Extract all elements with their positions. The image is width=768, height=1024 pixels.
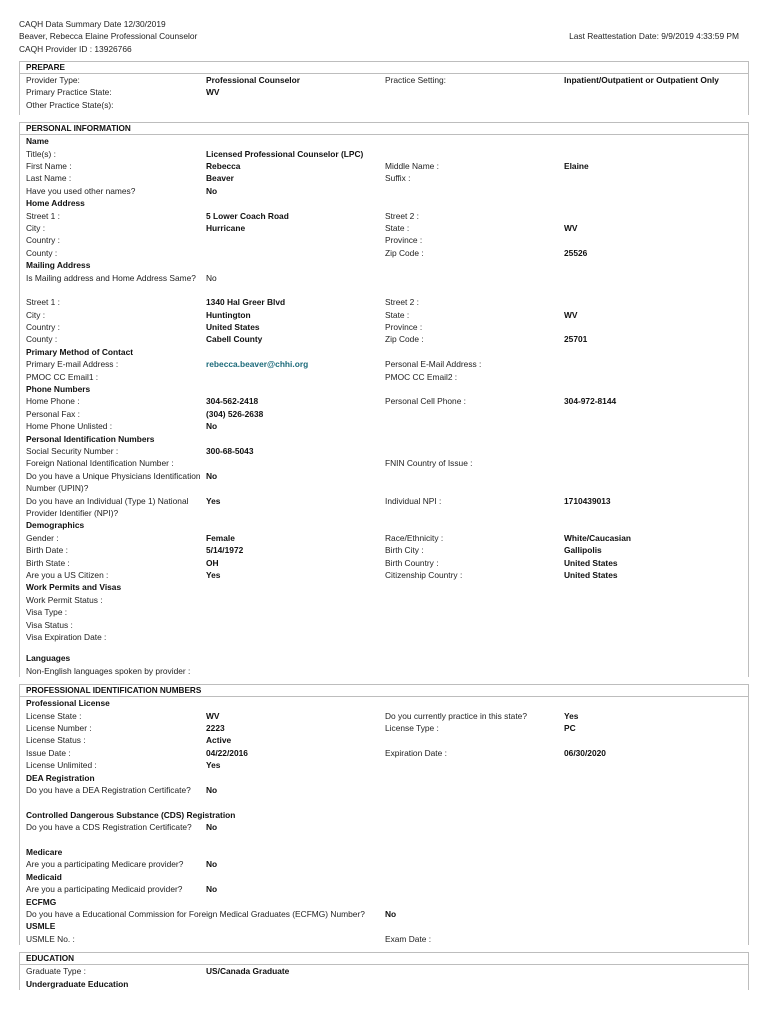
field-row bbox=[20, 594, 748, 606]
subsection-heading: Home Address bbox=[26, 198, 85, 209]
field-label: City : bbox=[26, 222, 46, 233]
field-value: Gallipolis bbox=[564, 545, 602, 556]
field-label: Zip Code : bbox=[385, 247, 424, 258]
subsection-heading: Professional License bbox=[26, 698, 110, 709]
field-value: No bbox=[206, 272, 217, 283]
field-value: No bbox=[385, 908, 397, 919]
field-value: 304-972-8144 bbox=[564, 396, 617, 407]
field-label: Middle Name : bbox=[385, 160, 439, 171]
field-row bbox=[20, 470, 748, 495]
field-value: No bbox=[206, 884, 218, 895]
subsection-heading: Medicaid bbox=[26, 871, 62, 882]
field-label: Race/Ethnicity : bbox=[385, 532, 444, 543]
field-label: Personal E-Mail Address : bbox=[385, 359, 482, 370]
summary-date: CAQH Data Summary Date 12/30/2019 bbox=[19, 19, 166, 29]
field-row bbox=[20, 172, 748, 184]
field-row bbox=[20, 160, 748, 172]
field-label: Country : bbox=[26, 235, 60, 246]
field-label: License Unlimited : bbox=[26, 760, 97, 771]
field-label: Province : bbox=[385, 322, 423, 333]
field-row bbox=[20, 606, 748, 618]
document-header bbox=[19, 18, 747, 58]
field-label: Birth State : bbox=[26, 557, 70, 568]
subsection-heading: Name bbox=[26, 136, 49, 147]
field-row bbox=[20, 234, 748, 246]
field-label: State : bbox=[385, 309, 410, 320]
field-value: WV bbox=[564, 222, 578, 233]
subsection-heading: Languages bbox=[26, 653, 71, 664]
field-row bbox=[20, 821, 748, 846]
field-label: Visa Type : bbox=[26, 607, 68, 618]
field-row bbox=[20, 544, 748, 556]
field-value: WV bbox=[206, 710, 220, 721]
field-row bbox=[20, 321, 748, 333]
field-row bbox=[20, 86, 748, 98]
field-label: Last Name : bbox=[26, 173, 72, 184]
field-label: Foreign National Identification Number : bbox=[26, 458, 174, 469]
field-label: Street 2 : bbox=[385, 210, 419, 221]
prepare-section bbox=[19, 61, 749, 115]
field-value: 25701 bbox=[564, 334, 588, 345]
subsection-heading: Phone Numbers bbox=[26, 384, 91, 395]
field-row bbox=[20, 734, 748, 746]
field-label: Title(s) : bbox=[26, 148, 56, 159]
field-label: Home Phone : bbox=[26, 396, 80, 407]
field-label: Are you a participating Medicare provider? bbox=[26, 859, 184, 870]
field-label: License Number : bbox=[26, 722, 92, 733]
field-label: License Type : bbox=[385, 722, 439, 733]
field-value: 25526 bbox=[564, 247, 588, 258]
section-title: PERSONAL INFORMATION bbox=[20, 123, 748, 135]
field-label: Graduate Type : bbox=[26, 966, 86, 977]
field-row bbox=[20, 247, 748, 259]
field-label: Are you a US Citizen : bbox=[26, 570, 109, 580]
field-row bbox=[20, 965, 748, 977]
field-row bbox=[20, 933, 748, 945]
field-label: Visa Status : bbox=[26, 619, 73, 630]
field-label: Do you have a DEA Registration Certificate? bbox=[26, 784, 191, 795]
primary-email-link[interactable]: rebecca.beaver@chhi.org bbox=[206, 359, 309, 370]
field-label: Personal Cell Phone : bbox=[385, 396, 467, 407]
field-label: USMLE No. : bbox=[26, 933, 75, 944]
field-value: Cabell County bbox=[206, 334, 263, 345]
subsection-heading: Work Permits and Visas bbox=[26, 582, 122, 593]
field-row bbox=[20, 371, 748, 383]
field-label: Practice Setting: bbox=[385, 75, 446, 85]
field-label: Individual NPI : bbox=[385, 495, 442, 506]
field-label: Primary E-mail Address : bbox=[26, 359, 119, 370]
field-value: WV bbox=[206, 87, 220, 98]
field-row bbox=[20, 210, 748, 222]
field-value: Inpatient/Outpatient or Outpatient Only bbox=[564, 75, 719, 85]
field-label: Non-English languages spoken by provider : bbox=[26, 665, 191, 676]
field-label: Primary Practice State: bbox=[26, 87, 112, 98]
field-label: Zip Code : bbox=[385, 334, 424, 345]
field-row bbox=[20, 759, 748, 771]
field-row bbox=[20, 784, 748, 809]
section-title: PREPARE bbox=[20, 62, 748, 74]
field-label: First Name : bbox=[26, 160, 72, 171]
field-value: No bbox=[206, 185, 218, 196]
field-value: No bbox=[206, 784, 218, 795]
field-row bbox=[20, 358, 748, 370]
field-label: Have you used other names? bbox=[26, 185, 136, 196]
field-label: Personal Fax : bbox=[26, 408, 80, 419]
field-label: County : bbox=[26, 334, 58, 345]
subsection-heading: Mailing Address bbox=[26, 260, 91, 271]
field-value: Yes bbox=[206, 495, 221, 506]
field-label: Are you a participating Medicaid provider? bbox=[26, 884, 183, 895]
field-value: Yes bbox=[206, 760, 221, 771]
field-value: United States bbox=[564, 570, 618, 580]
field-label: Issue Date : bbox=[26, 747, 71, 758]
field-label: Do you have a CDS Registration Certificate? bbox=[26, 822, 192, 833]
field-row bbox=[20, 74, 748, 86]
field-row bbox=[20, 883, 748, 895]
field-label: Birth Country : bbox=[385, 557, 439, 568]
field-label: State : bbox=[385, 222, 410, 233]
subsection-heading: Undergraduate Education bbox=[26, 978, 129, 989]
field-row bbox=[20, 665, 748, 677]
field-value: 304-562-2418 bbox=[206, 396, 259, 407]
field-value: Hurricane bbox=[206, 222, 246, 233]
field-label: Social Security Number : bbox=[26, 446, 119, 457]
field-label: Do you have an Individual (Type 1) National Provider Identifier (NPI)? bbox=[26, 495, 189, 519]
field-value: 5/14/1972 bbox=[206, 545, 244, 556]
field-label: Do you have a Educational Commission for Foreign Medical Graduates (ECFMG) Number? bbox=[26, 908, 365, 919]
field-label: Country : bbox=[26, 322, 60, 333]
field-label: County : bbox=[26, 247, 58, 258]
field-row bbox=[20, 272, 748, 297]
field-value: 2223 bbox=[206, 722, 225, 733]
field-value: Elaine bbox=[564, 160, 589, 171]
field-row bbox=[20, 148, 748, 160]
field-value: WV bbox=[564, 309, 578, 320]
field-value: Yes bbox=[564, 710, 579, 721]
field-value: 06/30/2020 bbox=[564, 747, 606, 758]
field-label: FNIN Country of Issue : bbox=[385, 458, 473, 469]
field-value: 300-68-5043 bbox=[206, 446, 254, 457]
section-title: EDUCATION bbox=[20, 953, 748, 965]
subsection-heading: DEA Registration bbox=[26, 772, 95, 783]
field-row bbox=[20, 296, 748, 308]
field-row bbox=[20, 99, 748, 111]
field-label: Exam Date : bbox=[385, 933, 432, 944]
field-value: 04/22/2016 bbox=[206, 747, 248, 758]
subsection-heading: Personal Identification Numbers bbox=[26, 433, 155, 444]
field-value: Professional Counselor bbox=[206, 75, 301, 85]
field-row bbox=[20, 631, 748, 643]
field-label: Street 1 : bbox=[26, 297, 60, 308]
field-label: Suffix : bbox=[385, 173, 411, 184]
field-label: Street 2 : bbox=[385, 297, 419, 308]
field-row bbox=[20, 532, 748, 544]
field-value: Female bbox=[206, 532, 235, 543]
professional-ids-section bbox=[19, 684, 749, 945]
field-row bbox=[20, 619, 748, 631]
field-row bbox=[20, 858, 748, 870]
field-label: Gender : bbox=[26, 532, 59, 543]
field-row bbox=[20, 747, 748, 759]
field-label: Work Permit Status : bbox=[26, 594, 103, 605]
field-value: OH bbox=[206, 557, 219, 568]
field-value: No bbox=[206, 421, 218, 432]
field-label: License State : bbox=[26, 710, 82, 721]
field-label: Do you have a Unique Physicians Identification Number (UPIN)? bbox=[26, 470, 201, 494]
field-label: Visa Expiration Date : bbox=[26, 631, 107, 642]
field-row bbox=[20, 333, 748, 345]
section-title: PROFESSIONAL IDENTIFICATION NUMBERS bbox=[20, 685, 748, 697]
field-label: Is Mailing address and Home Address Same? bbox=[26, 272, 196, 283]
field-row bbox=[20, 395, 748, 407]
subsection-heading: Demographics bbox=[26, 520, 85, 531]
provider-id: CAQH Provider ID : 13926766 bbox=[19, 43, 132, 54]
subsection-heading: Primary Method of Contact bbox=[26, 346, 134, 357]
field-value: 5 Lower Coach Road bbox=[206, 210, 289, 221]
field-value: Rebecca bbox=[206, 160, 241, 171]
subsection-heading: ECFMG bbox=[26, 896, 57, 907]
personal-information-section bbox=[19, 122, 749, 677]
provider-name-line: Beaver, Rebecca Elaine Professional Counselor bbox=[19, 31, 198, 42]
field-label: Birth City : bbox=[385, 545, 424, 556]
field-row bbox=[20, 710, 748, 722]
field-value: Yes bbox=[206, 570, 221, 580]
education-section bbox=[19, 952, 749, 990]
subsection-heading: USMLE bbox=[26, 921, 56, 932]
field-row bbox=[20, 222, 748, 234]
field-value: Beaver bbox=[206, 173, 234, 184]
field-label: Citizenship Country : bbox=[385, 570, 463, 580]
field-label: City : bbox=[26, 309, 46, 320]
field-value: 1340 Hal Greer Blvd bbox=[206, 297, 286, 308]
field-row bbox=[20, 309, 748, 321]
subsection-heading: Controlled Dangerous Substance (CDS) Registration bbox=[26, 809, 236, 820]
field-label: Do you currently practice in this state? bbox=[385, 710, 527, 721]
field-label: Provider Type: bbox=[26, 75, 80, 85]
field-label: Birth Date : bbox=[26, 545, 68, 556]
field-value: Licensed Professional Counselor (LPC) bbox=[206, 148, 364, 159]
field-value: United States bbox=[206, 322, 260, 333]
field-value: PC bbox=[564, 722, 576, 733]
field-label: PMOC CC Email1 : bbox=[26, 371, 99, 382]
field-row bbox=[20, 908, 748, 920]
field-value: US/Canada Graduate bbox=[206, 966, 290, 977]
field-label: Expiration Date : bbox=[385, 747, 447, 758]
reattestation-date: Last Reattestation Date: 9/9/2019 4:33:59 PM bbox=[569, 31, 739, 42]
field-label: PMOC CC Email2 : bbox=[385, 371, 458, 382]
field-label: Street 1 : bbox=[26, 210, 60, 221]
field-value: No bbox=[206, 859, 218, 870]
field-row bbox=[20, 408, 748, 420]
field-row bbox=[20, 495, 748, 520]
field-row bbox=[20, 420, 748, 432]
field-row bbox=[20, 185, 748, 197]
field-label: License Status : bbox=[26, 735, 86, 746]
field-value: 1710439013 bbox=[564, 495, 611, 506]
field-row bbox=[20, 569, 748, 581]
field-row bbox=[20, 557, 748, 569]
field-value: Huntington bbox=[206, 309, 251, 320]
field-value: No bbox=[206, 822, 218, 833]
field-label: Province : bbox=[385, 235, 423, 246]
field-row bbox=[20, 722, 748, 734]
field-value: Active bbox=[206, 735, 232, 746]
field-value: United States bbox=[564, 557, 618, 568]
field-label: Home Phone Unlisted : bbox=[26, 421, 113, 432]
field-row bbox=[20, 457, 748, 469]
field-label: Other Practice State(s): bbox=[26, 99, 114, 110]
field-row bbox=[20, 445, 748, 457]
field-value: White/Caucasian bbox=[564, 532, 632, 543]
field-value: (304) 526-2638 bbox=[206, 408, 264, 419]
subsection-heading: Medicare bbox=[26, 846, 63, 857]
field-value: No bbox=[206, 470, 218, 481]
